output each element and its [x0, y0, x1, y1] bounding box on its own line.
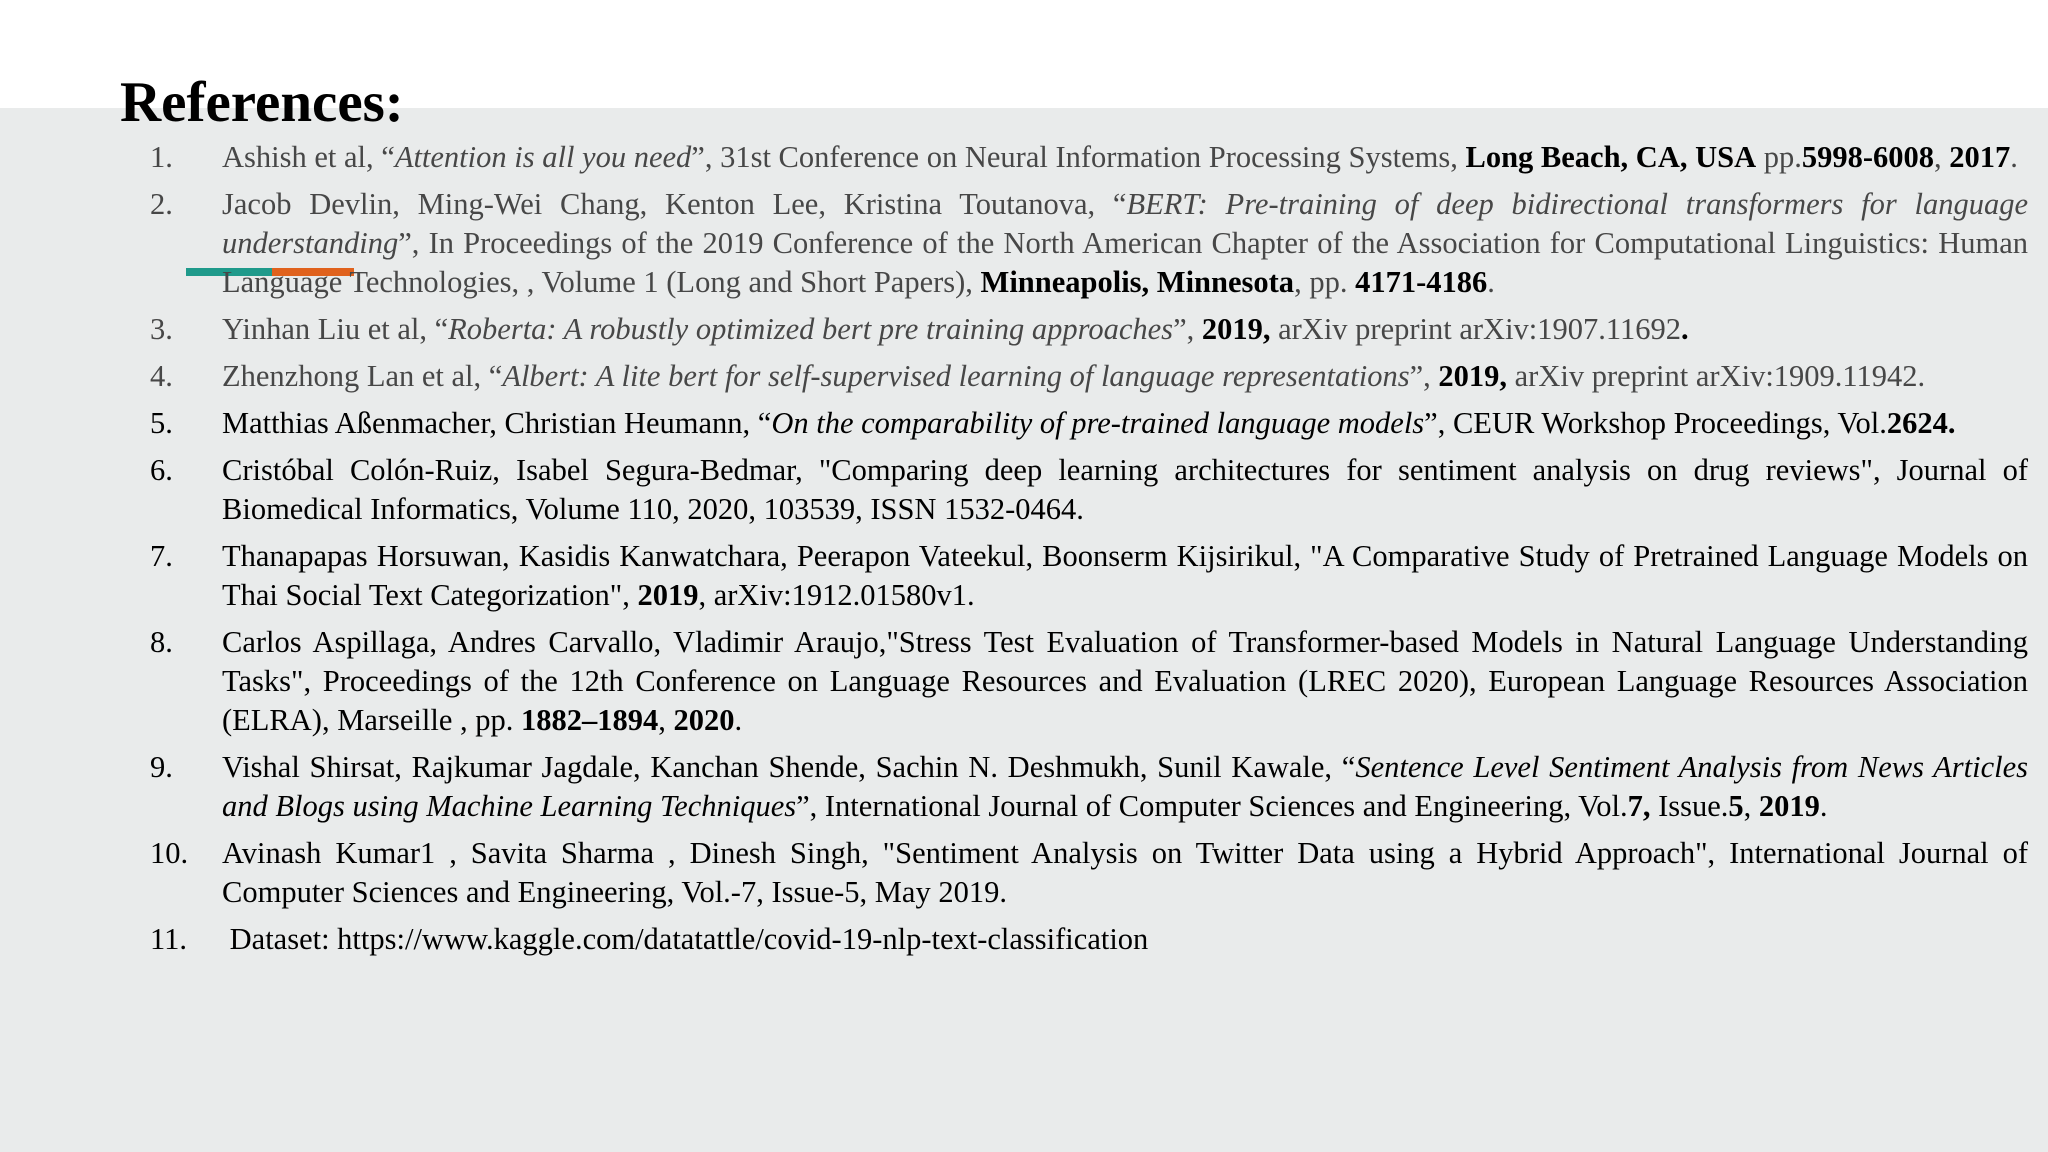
reference-item-10: [150, 834, 2028, 912]
reference-number: 5.: [150, 406, 173, 440]
reference-number: 6.: [150, 453, 173, 487]
reference-number: 8.: [150, 625, 173, 659]
reference-text: Ashish et al, “Attention is all you need”, 31st Conference on Neural Information Processing Systems, Long Beach, CA, USA pp.5998-6008, 2017.: [222, 140, 2018, 174]
reference-item-2: [150, 185, 2028, 302]
reference-text: Vishal Shirsat, Rajkumar Jagdale, Kanchan Shende, Sachin N. Deshmukh, Sunil Kawale, “Sentence Level Sentiment Analysis from News Articles and Blogs using Machine Learning Techniques”, International Journal of Computer Sciences and Engineering, Vol.7, Issue.5, 2019.: [222, 750, 2028, 823]
reference-item-4: [150, 357, 2028, 396]
page-title: References:: [120, 71, 404, 134]
reference-text: Carlos Aspillaga, Andres Carvallo, Vladimir Araujo,"Stress Test Evaluation of Transformer-based Models in Natural Language Understanding Tasks", Proceedings of the 12th Conference on Language Resources and Evaluation (LREC 2020), European Language Resources Association (ELRA), Marseille , pp. 1882–1894, 2020.: [222, 625, 2028, 737]
reference-item-6: [150, 451, 2028, 529]
reference-item-1: [150, 138, 2028, 177]
reference-text: Cristóbal Colón-Ruiz, Isabel Segura-Bedmar, "Comparing deep learning architectures for sentiment analysis on drug reviews", Journal of Biomedical Informatics, Volume 110, 2020, 103539, ISSN 1532-0464.: [222, 453, 2028, 526]
reference-text: Avinash Kumar1 , Savita Sharma , Dinesh Singh, "Sentiment Analysis on Twitter Data using a Hybrid Approach", International Journal of Computer Sciences and Engineering, Vol.-7, Issue-5, May 2019.: [222, 836, 2028, 909]
reference-number: 1.: [150, 140, 173, 174]
reference-number: 2.: [150, 187, 173, 221]
reference-number: 3.: [150, 312, 173, 346]
reference-number: 4.: [150, 359, 173, 393]
reference-item-5: [150, 404, 2028, 443]
reference-item-7: [150, 537, 2028, 615]
reference-number: 9.: [150, 750, 173, 784]
reference-text: Thanapapas Horsuwan, Kasidis Kanwatchara, Peerapon Vateekul, Boonserm Kijsirikul, "A Comparative Study of Pretrained Language Models on Thai Social Text Categorization", 2019, arXiv:1912.01580v1.: [222, 539, 2028, 612]
reference-text: Jacob Devlin, Ming-Wei Chang, Kenton Lee, Kristina Toutanova, “BERT: Pre-training of deep bidirectional transformers for language understanding”, In Proceedings of the 2019 Conference of the North American Chapter of the Association for Computational Linguistics: Human Language Technologies, , Volume 1 (Long and Short Papers), Minneapolis, Minnesota, pp. 4171-4186.: [222, 187, 2029, 299]
reference-item-9: [150, 748, 2028, 826]
reference-text: Yinhan Liu et al, “Roberta: A robustly optimized bert pre training approaches”, 2019, arXiv preprint arXiv:1907.11692.: [222, 312, 1689, 346]
reference-number: 11.: [150, 922, 187, 956]
reference-item-11: [150, 920, 2028, 959]
reference-number: 7.: [150, 539, 173, 573]
reference-list: [150, 138, 2028, 967]
reference-text: Matthias Aßenmacher, Christian Heumann, “On the comparability of pre-trained language models”, CEUR Workshop Proceedings, Vol.2624.: [222, 406, 1956, 440]
reference-item-8: [150, 623, 2028, 740]
reference-text: Zhenzhong Lan et al, “Albert: A lite bert for self-supervised learning of language representations”, 2019, arXiv preprint arXiv:1909.11942.: [222, 359, 1926, 393]
reference-item-3: [150, 310, 2028, 349]
reference-number: 10.: [150, 836, 189, 870]
reference-text: Dataset: https://www.kaggle.com/datatattle/covid-19-nlp-text-classification: [222, 922, 1149, 956]
